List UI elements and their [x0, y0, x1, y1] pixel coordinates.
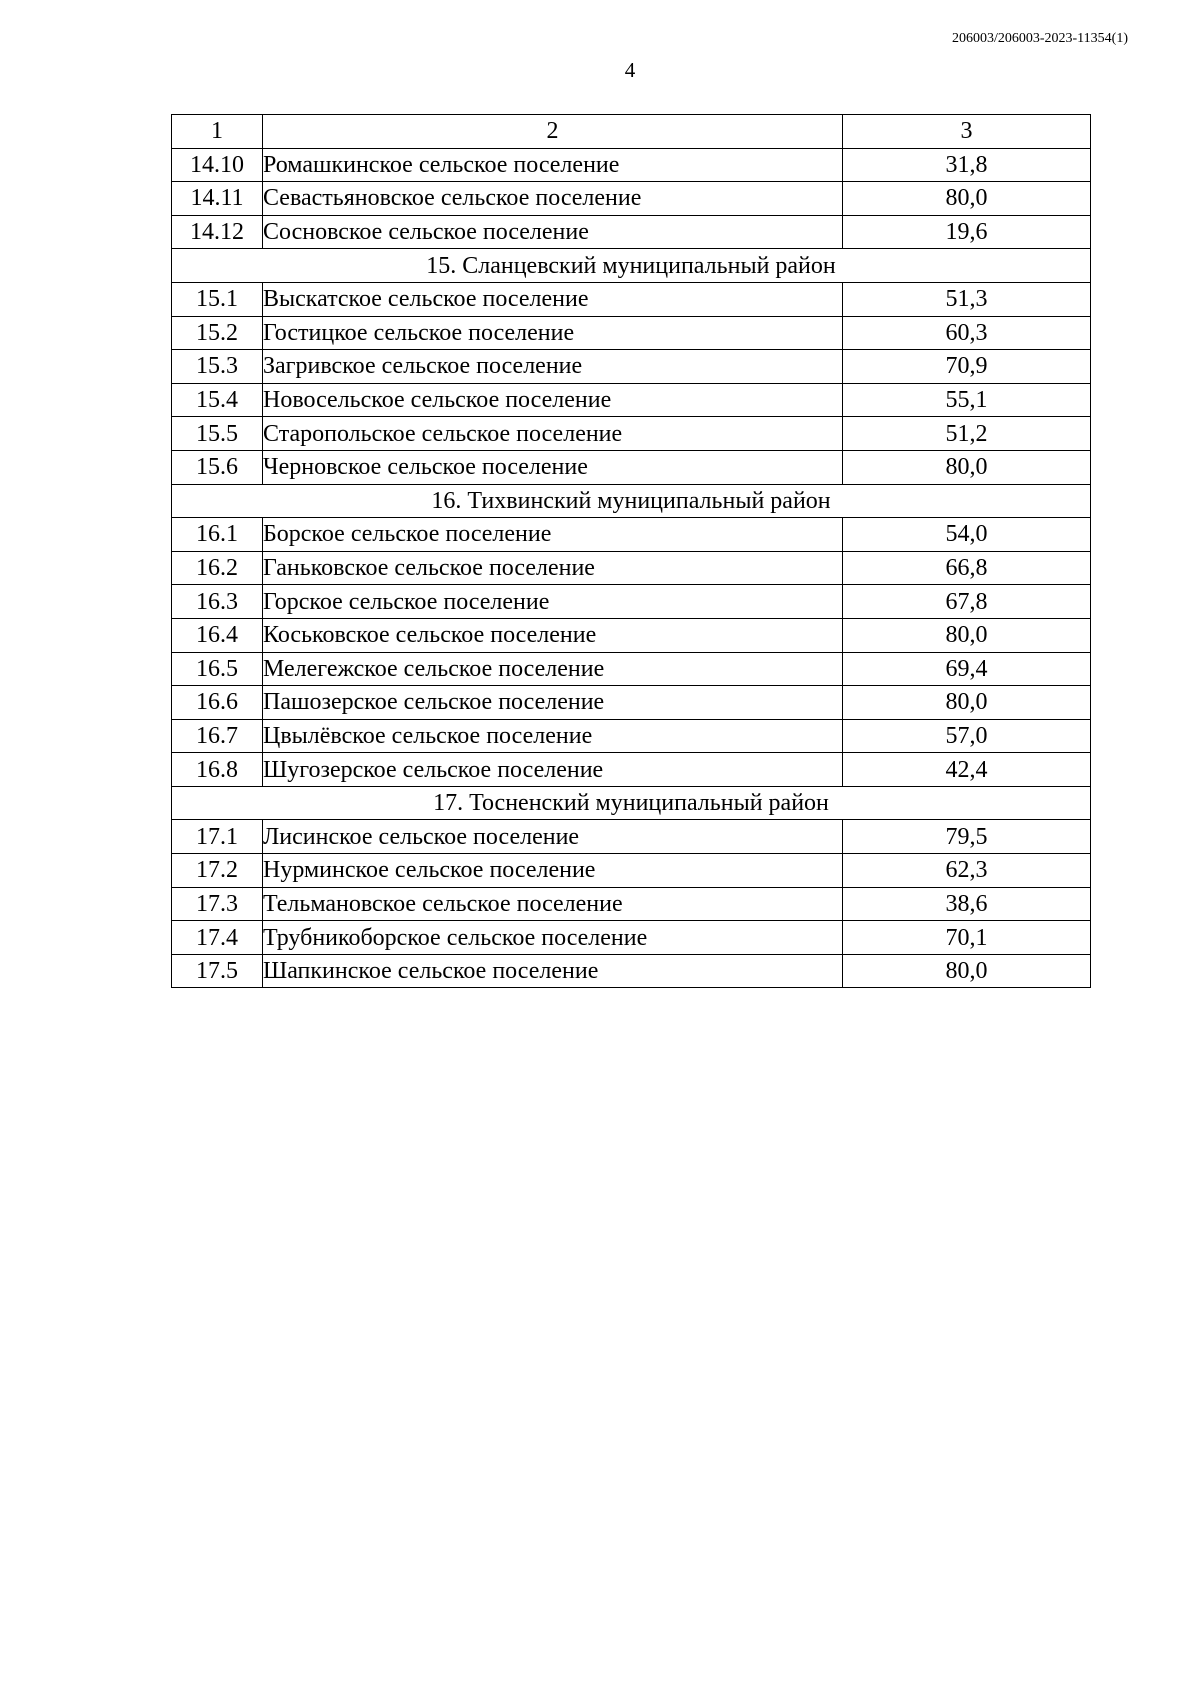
settlement-name: Тельмановское сельское поселение: [263, 887, 843, 921]
row-value: 80,0: [843, 686, 1091, 720]
settlement-name: Цвылёвское сельское поселение: [263, 719, 843, 753]
settlement-name: Мелегежское сельское поселение: [263, 652, 843, 686]
table-row: [172, 316, 1091, 350]
settlement-name: Коськовское сельское поселение: [263, 618, 843, 652]
row-value: 79,5: [843, 820, 1091, 854]
settlement-name: Шугозерское сельское поселение: [263, 753, 843, 787]
row-number: 17.4: [172, 921, 263, 955]
row-number: 14.11: [172, 182, 263, 216]
row-value: 60,3: [843, 316, 1091, 350]
row-value: 70,1: [843, 921, 1091, 955]
settlement-name: Нурминское сельское поселение: [263, 854, 843, 888]
district-title: 16. Тихвинский муниципальный район: [172, 484, 1091, 518]
table-row: [172, 820, 1091, 854]
row-value: 70,9: [843, 350, 1091, 384]
district-section-row: [172, 786, 1091, 820]
row-number: 17.1: [172, 820, 263, 854]
row-value: 69,4: [843, 652, 1091, 686]
row-value: 19,6: [843, 215, 1091, 249]
settlement-name: Шапкинское сельское поселение: [263, 954, 843, 988]
row-number: 16.4: [172, 618, 263, 652]
row-number: 16.2: [172, 551, 263, 585]
settlement-name: Севастьяновское сельское поселение: [263, 182, 843, 216]
settlement-name: Трубникоборское сельское поселение: [263, 921, 843, 955]
settlement-name: Черновское сельское поселение: [263, 450, 843, 484]
settlement-name: Пашозерское сельское поселение: [263, 686, 843, 720]
row-value: 42,4: [843, 753, 1091, 787]
settlement-name: Горское сельское поселение: [263, 585, 843, 619]
row-value: 55,1: [843, 383, 1091, 417]
settlements-table: [171, 114, 1091, 988]
settlement-name: Загривское сельское поселение: [263, 350, 843, 384]
settlement-name: Ромашкинское сельское поселение: [263, 148, 843, 182]
settlement-name: Лисинское сельское поселение: [263, 820, 843, 854]
table-row: [172, 887, 1091, 921]
table-row: [172, 450, 1091, 484]
row-number: 16.3: [172, 585, 263, 619]
row-value: 80,0: [843, 450, 1091, 484]
table-row: [172, 854, 1091, 888]
row-value: 57,0: [843, 719, 1091, 753]
row-value: 54,0: [843, 518, 1091, 552]
table-header-row: [172, 115, 1091, 149]
row-value: 38,6: [843, 887, 1091, 921]
row-value: 80,0: [843, 954, 1091, 988]
row-number: 15.3: [172, 350, 263, 384]
table-row: [172, 518, 1091, 552]
row-number: 15.6: [172, 450, 263, 484]
row-number: 16.5: [172, 652, 263, 686]
row-number: 17.2: [172, 854, 263, 888]
settlement-name: Старопольское сельское поселение: [263, 417, 843, 451]
row-number: 16.8: [172, 753, 263, 787]
table-body: [172, 115, 1091, 988]
row-number: 15.5: [172, 417, 263, 451]
row-value: 62,3: [843, 854, 1091, 888]
table-row: [172, 585, 1091, 619]
page-number: 4: [624, 58, 636, 82]
row-number: 14.12: [172, 215, 263, 249]
settlement-name: Новосельское сельское поселение: [263, 383, 843, 417]
settlement-name: Гостицкое сельское поселение: [263, 316, 843, 350]
district-section-row: [172, 484, 1091, 518]
table-row: [172, 417, 1091, 451]
row-number: 15.1: [172, 282, 263, 316]
table-row: [172, 921, 1091, 955]
table-row: [172, 954, 1091, 988]
table-row: [172, 182, 1091, 216]
document-id: 206003/206003-2023-11354(1): [951, 31, 1128, 46]
row-number: 17.5: [172, 954, 263, 988]
table-row: [172, 551, 1091, 585]
table-row: [172, 383, 1091, 417]
settlement-name: Ганьковское сельское поселение: [263, 551, 843, 585]
settlement-name: Выскатское сельское поселение: [263, 282, 843, 316]
row-number: 14.10: [172, 148, 263, 182]
table-row: [172, 282, 1091, 316]
column-header-2: 2: [263, 115, 843, 149]
district-title: 17. Тосненский муниципальный район: [172, 786, 1091, 820]
row-value: 51,3: [843, 282, 1091, 316]
table-row: [172, 148, 1091, 182]
row-value: 80,0: [843, 618, 1091, 652]
row-value: 80,0: [843, 182, 1091, 216]
district-title: 15. Сланцевский муниципальный район: [172, 249, 1091, 283]
settlement-name: Сосновское сельское поселение: [263, 215, 843, 249]
column-header-1: 1: [172, 115, 263, 149]
settlement-name: Борское сельское поселение: [263, 518, 843, 552]
table-row: [172, 215, 1091, 249]
table-row: [172, 686, 1091, 720]
row-number: 16.1: [172, 518, 263, 552]
row-number: 15.4: [172, 383, 263, 417]
district-section-row: [172, 249, 1091, 283]
table-row: [172, 719, 1091, 753]
column-header-3: 3: [843, 115, 1091, 149]
table-row: [172, 350, 1091, 384]
row-value: 31,8: [843, 148, 1091, 182]
table-row: [172, 618, 1091, 652]
row-number: 16.6: [172, 686, 263, 720]
row-value: 51,2: [843, 417, 1091, 451]
table-row: [172, 652, 1091, 686]
row-number: 17.3: [172, 887, 263, 921]
row-number: 16.7: [172, 719, 263, 753]
row-number: 15.2: [172, 316, 263, 350]
table-row: [172, 753, 1091, 787]
row-value: 66,8: [843, 551, 1091, 585]
row-value: 67,8: [843, 585, 1091, 619]
